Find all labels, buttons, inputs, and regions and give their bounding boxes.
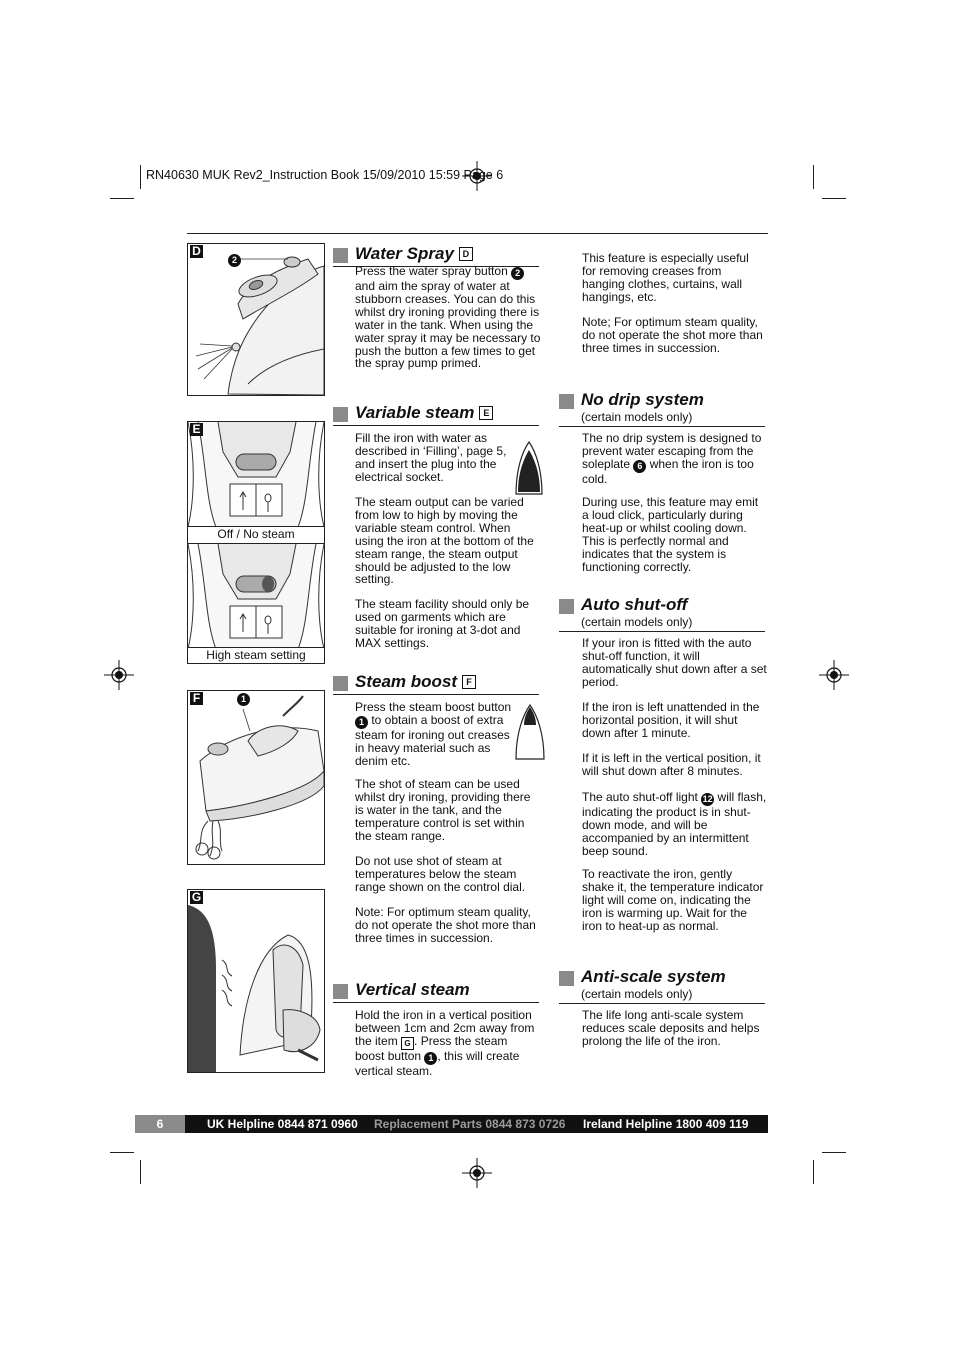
replacement-parts: Replacement Parts 0844 873 0726: [374, 1117, 566, 1131]
iron-vertical-steam-illustration: [188, 890, 324, 1072]
section-title: Auto shut-off: [581, 595, 688, 614]
section-heading-variable-steam: [333, 403, 539, 426]
page-number: 6: [135, 1115, 185, 1133]
iron-soleplate-icon: [514, 440, 544, 496]
paragraph: The steam facility should only be used on garments which are suitable for ironing at 3-dot and MAX settings.: [355, 597, 530, 650]
paragraph: If your iron is fitted with the auto shut-off function, it will automatically shut down after a set period.: [582, 636, 767, 689]
section-heading-no-drip: [559, 390, 765, 427]
figure-letter: F: [190, 692, 203, 705]
crop-mark: [822, 1152, 846, 1153]
uk-helpline: UK Helpline 0844 871 0960: [207, 1117, 358, 1131]
figure-d: [187, 243, 325, 396]
text-span: The no drip system is designed to prevent water escaping from the soleplate: [582, 431, 762, 471]
section-title: [355, 403, 493, 423]
paragraph: [355, 701, 513, 768]
section-marker: [333, 248, 348, 263]
crop-mark: [110, 1152, 134, 1153]
paragraph: To reactivate the iron, gently shake it, the temperature indicator light will come on, indicating the iron is warming up. Wait for the iron to heat-up as normal.: [582, 867, 764, 933]
paragraph: If it is left in the vertical position, it will shut down after 8 minutes.: [582, 751, 761, 778]
paragraph: Note; For optimum steam quality, do not operate the shot more than three times in succession.: [582, 315, 763, 355]
paragraph: [355, 1009, 539, 1078]
registration-mark-icon: [462, 1158, 492, 1188]
paragraph: Do not use shot of steam at temperatures below the steam range shown on the control dial.: [355, 854, 526, 894]
section-subtitle: (certain models only): [581, 410, 693, 424]
crop-mark: [822, 198, 846, 199]
iron-soleplate-icon: [514, 703, 546, 761]
ireland-helpline: Ireland Helpline 1800 409 119: [583, 1117, 749, 1131]
section-title: Vertical steam: [355, 980, 470, 999]
text-span: The auto shut-off light: [582, 790, 702, 804]
paragraph: Fill the iron with water as described in ‘Filling’, page 5, and insert the plug into the electrical socket.: [355, 431, 507, 484]
callout-number: 2: [511, 267, 524, 280]
crop-mark: [140, 1160, 141, 1184]
figure-ref-badge: E: [479, 406, 493, 420]
crop-mark: [813, 165, 814, 189]
figure-ref-badge: F: [462, 675, 476, 689]
callout-number: 6: [633, 460, 646, 473]
iron-water-spray-illustration: [188, 244, 324, 395]
figure-letter: G: [191, 890, 202, 904]
section-marker: [333, 407, 348, 422]
figure-g: [187, 889, 325, 1073]
crop-mark: [813, 1160, 814, 1184]
section-title: [355, 244, 473, 264]
text-span: to obtain a boost of extra steam for ironing out creases in heavy material such as denim etc.: [355, 712, 510, 768]
section-marker: [333, 676, 348, 691]
text-span: . Press the steam boost button: [355, 1033, 508, 1063]
section-subtitle: (certain models only): [581, 987, 693, 1001]
paragraph: [582, 432, 768, 486]
crop-mark: [140, 165, 141, 189]
figure-f: [187, 690, 325, 865]
paragraph: [355, 265, 543, 370]
text-span: , this will create vertical steam.: [355, 1048, 520, 1078]
registration-mark-icon: [819, 660, 849, 690]
paragraph: The steam output can be varied from low to high by moving the variable steam control. When using the iron at the bottom of the steam range, the steam output should be adjusted to the low setting.: [355, 495, 534, 587]
title-text: Steam boost: [355, 672, 458, 691]
section-marker: [559, 394, 574, 409]
callout-number: 1: [424, 1052, 437, 1065]
title-text: Variable steam: [355, 403, 475, 422]
figure-ref-badge: D: [459, 247, 473, 261]
callout-number: 1: [237, 693, 250, 706]
section-heading-auto-shutoff: [559, 595, 765, 632]
callout-number: 2: [228, 254, 241, 267]
section-title: No drip system: [581, 390, 704, 409]
header-rule: [187, 233, 768, 234]
section-title: Anti-scale system: [581, 967, 726, 986]
registration-mark-icon: [104, 660, 134, 690]
paragraph: The life long anti-scale system reduces scale deposits and helps prolong the life of the iron.: [582, 1008, 760, 1048]
paragraph: If the iron is left unattended in the horizontal position, it will shut down after 1 minute.: [582, 700, 760, 740]
section-heading-steam-boost: [333, 672, 539, 695]
section-subtitle: (certain models only): [581, 615, 693, 629]
section-marker: [559, 599, 574, 614]
paragraph: During use, this feature may emit a loud click, particularly during heat-up or whilst cooling down. This is perfectly normal and indicates that the system is functioning correctly.: [582, 495, 759, 574]
text-span: when the iron is too cold.: [582, 456, 754, 486]
caption-high-steam: High steam setting: [188, 647, 324, 664]
footer-helpline-bar: [135, 1115, 768, 1133]
text-span: Press the water spray button: [355, 264, 512, 278]
section-marker: [333, 984, 348, 999]
section-title: [355, 672, 476, 692]
text-span: will flash, indicating the product is in shut-down mode, and will be accompanied by an intermittent beep sound.: [582, 790, 767, 858]
paragraph: This feature is especially useful for removing creases from hanging clothes, curtains, wall hangings, etc.: [582, 251, 749, 304]
title-text: Water Spray: [355, 244, 454, 263]
print-slug: RN40630 MUK Rev2_Instruction Book 15/09/2010 15:59 Page 6: [146, 168, 504, 182]
callout-number: 12: [702, 794, 713, 804]
section-marker: [559, 971, 574, 986]
callout-number: 1: [355, 716, 368, 729]
iron-steam-boost-illustration: [188, 691, 324, 864]
caption-off-no-steam: Off / No steam: [188, 526, 324, 543]
divider: [187, 543, 324, 544]
section-heading-vertical-steam: [333, 980, 539, 1003]
text-span: and aim the spray of water at stubborn creases. You can do this whilst dry ironing providing there is water in the tank. When using the water spray it may be necessary to push the button a few times to get the spray pump primed.: [355, 279, 541, 371]
figure-letter: D: [190, 245, 203, 258]
paragraph: [582, 791, 768, 858]
figure-letter: E: [190, 423, 203, 436]
section-heading-anti-scale: [559, 967, 765, 1004]
crop-mark: [110, 198, 134, 199]
paragraph: The shot of steam can be used whilst dry ironing, providing there is water in the tank, and the temperature control is set within the steam range.: [355, 777, 531, 843]
figure-ref-badge: G: [401, 1037, 414, 1050]
text-span: Hold the iron in a vertical position between 1cm and 2cm away from the item: [355, 1008, 535, 1048]
text-span: Press the steam boost button: [355, 700, 512, 714]
paragraph: Note: For optimum steam quality, do not operate the shot more than three times in succession.: [355, 905, 536, 945]
